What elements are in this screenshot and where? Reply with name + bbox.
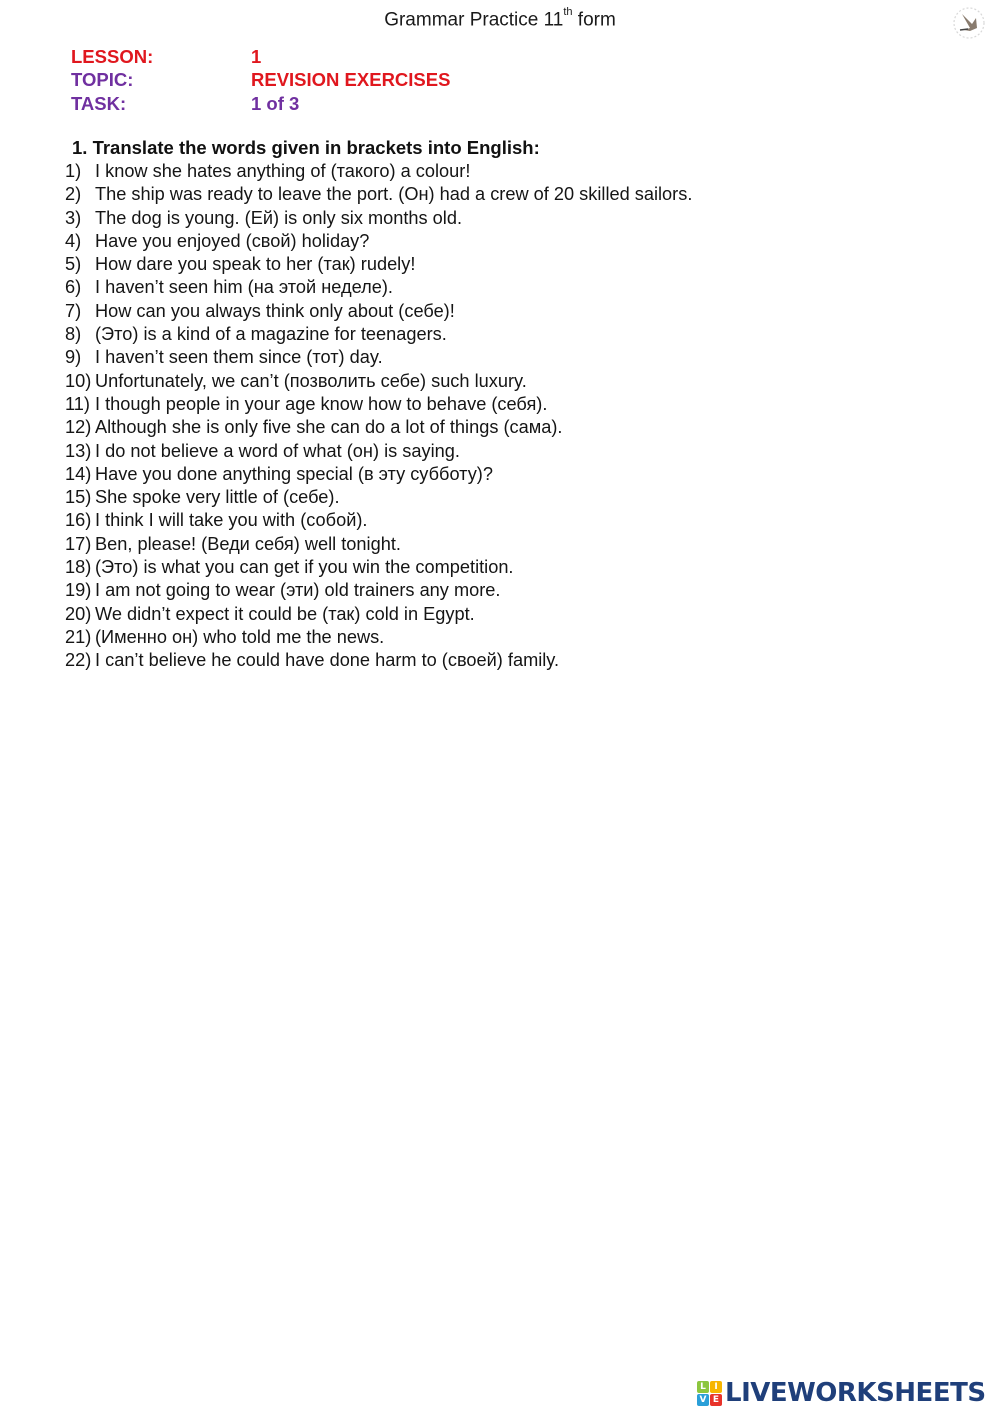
title-main: Grammar Practice 11	[384, 9, 564, 31]
list-item	[65, 230, 692, 253]
list-item	[65, 393, 692, 416]
title-suffix: form	[572, 9, 616, 31]
live-blocks-icon	[697, 1381, 722, 1406]
list-item	[65, 253, 692, 276]
item-text: We didn’t expect it could be (так) cold in Egypt.	[95, 603, 475, 624]
item-number: 12)	[65, 417, 92, 438]
exercise-heading: 1. Translate the words given in brackets into English:	[72, 137, 540, 158]
item-text: Unfortunately, we can’t (позволить себе) such luxury.	[95, 370, 527, 391]
logo-letter-i: I	[710, 1381, 722, 1393]
item-number: 1)	[65, 161, 82, 181]
item-text: (Это) is a kind of a magazine for teenagers.	[95, 324, 447, 345]
title-superscript: th	[563, 6, 573, 18]
item-text: (Именно он) who told me the news.	[95, 626, 385, 647]
item-text: She spoke very little of (себе).	[95, 487, 340, 508]
list-item	[65, 579, 692, 602]
logo-letter-v: V	[697, 1394, 709, 1406]
exercise-list	[65, 160, 692, 673]
list-item	[65, 370, 692, 393]
list-item	[65, 463, 692, 486]
item-number: 15)	[65, 487, 92, 508]
item-text: Have you enjoyed (свой) holiday?	[95, 230, 370, 251]
item-number: 21)	[65, 626, 92, 647]
list-item	[65, 160, 692, 183]
item-number: 5)	[65, 254, 82, 275]
lesson-info	[71, 45, 450, 115]
item-number: 2)	[65, 184, 82, 205]
item-text: I am not going to wear (эти) old trainers any more.	[95, 580, 501, 601]
item-text: Ben, please! (Веди себя) well tonight.	[95, 533, 401, 554]
item-number: 8)	[65, 324, 82, 345]
item-text: I haven’t seen him (на этой неделе).	[95, 277, 393, 298]
lesson-row	[71, 45, 450, 68]
list-item	[65, 603, 692, 626]
list-item	[65, 533, 692, 556]
logo-letter-l: L	[697, 1381, 709, 1393]
list-item	[65, 626, 692, 649]
item-text: How dare you speak to her (так) rudely!	[95, 254, 416, 275]
brand-name: LIVEWORKSHEETS	[725, 1378, 986, 1408]
list-item	[65, 649, 692, 672]
item-text: How can you always think only about (себе)!	[95, 300, 455, 321]
list-item	[65, 300, 692, 323]
list-item	[65, 207, 692, 230]
list-item	[65, 486, 692, 509]
list-item	[65, 509, 692, 532]
item-number: 20)	[65, 603, 92, 624]
task-value: 1 of 3	[251, 92, 300, 114]
item-text: I though people in your age know how to behave (себя).	[95, 393, 548, 414]
liveworksheets-logo[interactable]	[697, 1378, 986, 1408]
item-number: 10)	[65, 370, 92, 391]
list-item	[65, 276, 692, 299]
item-number: 18)	[65, 557, 92, 578]
lesson-label: LESSON:	[71, 46, 154, 67]
item-number: 16)	[65, 510, 92, 531]
item-number: 22)	[65, 650, 92, 671]
list-item	[65, 416, 692, 439]
item-number: 11)	[65, 393, 90, 414]
item-text: The dog is young. (Ей) is only six months old.	[95, 207, 463, 228]
topic-label: TOPIC:	[71, 69, 134, 91]
item-number: 9)	[65, 347, 82, 368]
list-item	[65, 440, 692, 463]
list-item	[65, 556, 692, 579]
item-number: 19)	[65, 580, 92, 601]
item-text: The ship was ready to leave the port. (Он) had a crew of 20 skilled sailors.	[95, 184, 693, 205]
item-number: 17)	[65, 533, 92, 554]
item-number: 7)	[65, 300, 82, 321]
item-text: Have you done anything special (в эту субботу)?	[95, 463, 493, 484]
list-item	[65, 183, 692, 206]
lesson-value: 1	[251, 46, 262, 67]
item-number: 3)	[65, 207, 82, 228]
item-text: I think I will take you with (собой).	[95, 510, 368, 531]
logo-letter-e: E	[710, 1394, 722, 1406]
item-text: I can’t believe he could have done harm to (своей) family.	[95, 650, 560, 671]
task-row	[71, 92, 450, 115]
item-text: I haven’t seen them since (тот) day.	[95, 347, 383, 368]
item-text: (Это) is what you can get if you win the competition.	[95, 557, 514, 578]
topic-row	[71, 68, 450, 91]
item-number: 4)	[65, 230, 82, 251]
topic-value: REVISION EXERCISES	[251, 69, 451, 91]
bird-emblem-icon	[950, 4, 988, 42]
item-text: Although she is only five she can do a lot of things (сама).	[95, 417, 563, 438]
list-item	[65, 323, 692, 346]
item-number: 13)	[65, 440, 92, 461]
item-number: 6)	[65, 277, 82, 298]
item-text: I know she hates anything of (такого) a colour!	[95, 161, 471, 181]
item-number: 14)	[65, 463, 92, 484]
task-label: TASK:	[71, 92, 127, 114]
page-title	[0, 6, 1000, 31]
item-text: I do not believe a word of what (он) is saying.	[95, 440, 460, 461]
list-item	[65, 346, 692, 369]
